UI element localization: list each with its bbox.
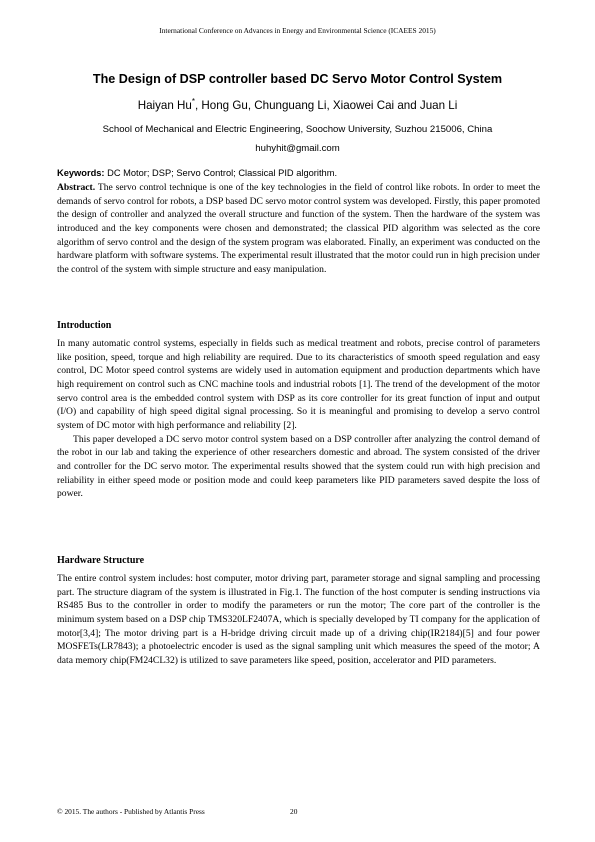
corresponding-author-mark: *: [191, 97, 195, 106]
page-number: 20: [290, 807, 298, 816]
copyright-footer: © 2015. The authors - Published by Atlantis Press: [57, 807, 205, 816]
introduction-body: [57, 337, 540, 501]
section-heading-introduction: Introduction: [57, 320, 112, 331]
introduction-paragraph-1: In many automatic control systems, especially in fields such as medical treatment and robots, precise control of parameters like position, speed, torque and high reliability are required. Due to its characteristics of smooth speed regulation and easy control, DC Motor speed control systems are widely used in automation equipment and production departments which have high requirement on control such as CNC machine tools and industrial robots [1]. The trend of the development of the motor servo control area is the embedded control system with DSP as its core controller for its great function of input and output (I/O) and capability of high speed digital signal processing. So it is meaningful and promising to develop a servo control system of DC motor with high performance and reliability [2].: [57, 338, 540, 431]
introduction-paragraph-2: This paper developed a DC servo motor control system based on a DSP controller after analyzing the control demand of the robot in our lab and taking the experience of other researchers domestic and abroad. The system consisted of the driver and controller for the DC servo motor. The experimental results showed that the system could run with high precision and reliability in either speed mode or position mode and could keep parameters like PID parameters saved despite the loss of power.: [57, 433, 540, 500]
keywords: [57, 167, 540, 180]
affiliation: School of Mechanical and Electric Engineering, Soochow University, Suzhou 215006, China: [102, 124, 493, 135]
abstract: [57, 181, 540, 277]
abstract-label: Abstract.: [57, 182, 96, 193]
hardware-body: [57, 572, 540, 668]
hardware-paragraph-1: The entire control system includes: host computer, motor driving part, parameter storage and signal sampling and processing part. The structure diagram of the system is illustrated in Fig.1. The function of the host computer is sending instructions via RS485 Bus to the controller in order to modify the parameters or run the motor; The core part of the controller is the minimum system based on a DSP chip TMS320LF2407A, which is specially developed by TI company for the application of motor[3,4]; The motor driving part is a H-bridge driving circuit made up of a driving chip(IR2184)[5] and four power MOSFETs(LR7843); a photoelectric encoder is used as the signal sampling unit which measures the speed of the motor; A data memory chip(FM24CL32) is utilized to save parameters like speed, position, accelerator and PID parameters.: [57, 573, 540, 666]
paper-title: The Design of DSP controller based DC Servo Motor Control System: [92, 72, 503, 86]
section-heading-hardware: Hardware Structure: [57, 555, 145, 566]
author-email: huhyhit@gmail.com: [255, 143, 340, 154]
keywords-label: Keywords:: [57, 168, 105, 178]
author-list: [0, 98, 595, 114]
conference-header: International Conference on Advances in Energy and Environmental Science (ICAEES 2015): [159, 26, 436, 35]
abstract-text: The servo control technique is one of the key technologies in the field of control like robots. In order to meet the demands of servo control for robots, a DSP based DC servo motor control system was developed. Firstly, this paper promoted the design of controller and analyzed the overall structure and function of the system. Then the hardware of the system was introduced and the key components were chosen and demonstrated; the classical PID algorithm was selected as the core algorithm of servo control and the design of the system program was elaborated. Finally, an experiment was conducted on the hardware platform with software systems. The experimental result illustrated that the motor could run in high precision under the control of the system with simple structure and easy manipulation.: [57, 182, 540, 275]
first-author: Haiyan Hu: [137, 99, 192, 112]
other-authors: , Hong Gu, Chunguang Li, Xiaowei Cai and Juan Li: [194, 99, 458, 112]
keywords-text: DC Motor; DSP; Servo Control; Classical PID algorithm.: [104, 168, 338, 178]
